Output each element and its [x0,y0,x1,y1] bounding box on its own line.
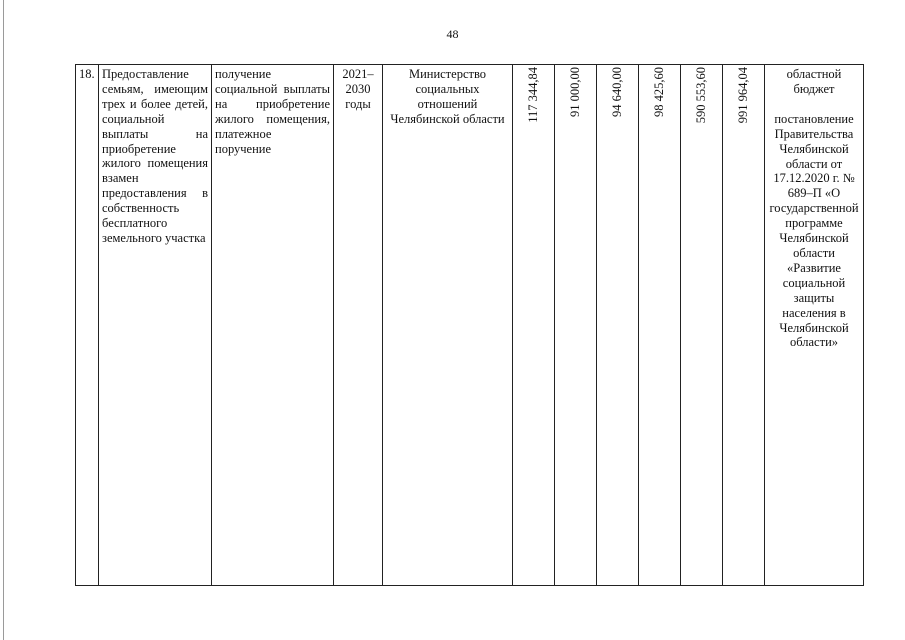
amount-value: 117 344,84 [526,67,541,123]
row-number: 18. [76,65,99,586]
amount-grand-total [723,65,765,586]
spacer [768,97,860,112]
program-table [75,64,864,586]
amount-value: 94 640,00 [610,67,625,117]
legal-basis: постановление Правительства Челябинской области от 17.12.2020 г. № 689–П «О государственной программе Челябинской области «Развитие социальной защиты населения в Челябинской области» [769,111,859,350]
amount-value: 590 553,60 [694,67,709,124]
funding-and-basis [765,65,864,586]
amount-value: 98 425,60 [652,67,667,117]
responsible-executor: Министерство социальных отношений Челябинской области [383,65,513,586]
implementation-period: 2021–2030 годы [334,65,383,586]
page-number: 48 [446,27,459,41]
funding-source: областной бюджет [786,67,842,96]
amount-year-3 [639,65,681,586]
amount-later-years [681,65,723,586]
measure-name: Предоставление семьям, имеющим трех и более детей, социальной выплаты на приобретение жилого помещения взамен предоставления в собственность бесплатного земельного участка [99,65,212,586]
measure-result: получение социальной выплаты на приобретение жилого помещения, платежное поручение [212,65,334,586]
amount-total-first [513,65,555,586]
scan-margin-line [3,0,4,640]
amount-year-2 [597,65,639,586]
amount-year-1 [555,65,597,586]
amount-value: 91 000,00 [568,67,583,117]
table-row [76,65,864,586]
amount-value: 991 964,04 [736,67,751,124]
